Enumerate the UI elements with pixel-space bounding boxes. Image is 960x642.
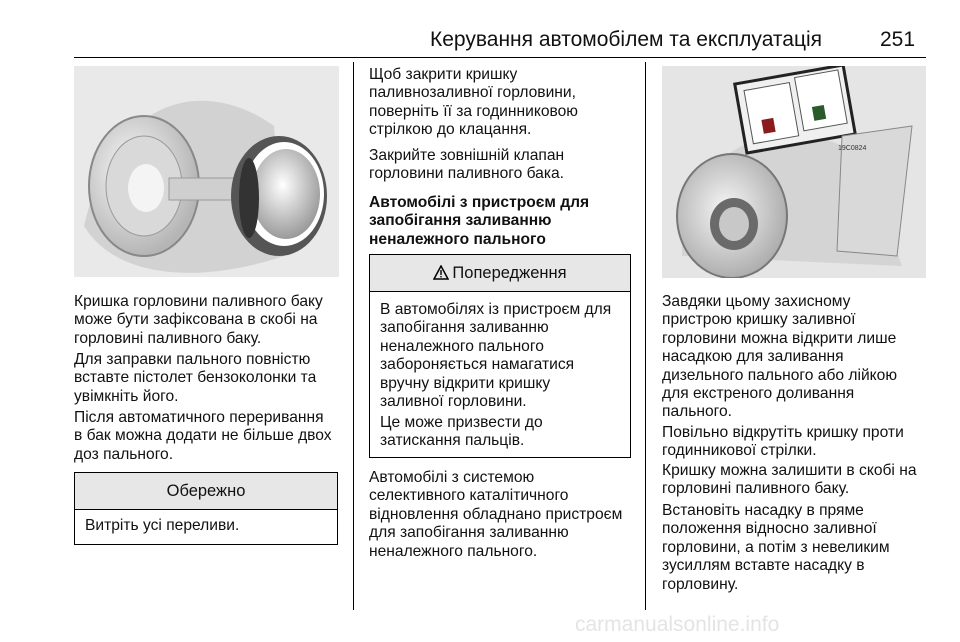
- text-line: Автомобілі з системою: [369, 469, 535, 486]
- text-line: в бак можна додати не більше двох: [74, 427, 332, 445]
- col1-paragraph-3: [74, 409, 332, 464]
- text-line: В автомобілях із пристроєм для: [380, 301, 612, 318]
- col3-paragraph-4: [662, 502, 890, 594]
- text-line: положення відносно заливної: [662, 520, 877, 538]
- text-line: горловину.: [662, 575, 739, 593]
- text-line: неналежного пального: [369, 230, 546, 248]
- warning-title: Попередження: [452, 264, 567, 282]
- col3-paragraph-3: [662, 462, 917, 499]
- fuel-cap-illustration: [74, 66, 339, 277]
- text-line: Для заправки пального повністю: [74, 351, 311, 368]
- text-line: вставте пістолет бензоколонки та: [74, 369, 317, 387]
- text-line: доз пального.: [74, 445, 174, 463]
- caution-text: Витріть усі переливи.: [85, 517, 240, 534]
- text-line: відновлення обладнано пристроєм: [369, 505, 623, 523]
- text-line: годинникової стрілки.: [662, 442, 817, 460]
- page-number: 251: [880, 28, 916, 51]
- text-line: стрілкою до клацання.: [369, 121, 532, 139]
- col1-paragraph-1: [74, 293, 323, 348]
- text-line: Кришка горловини паливного баку: [74, 293, 323, 310]
- text-line: неналежного пального: [380, 337, 544, 355]
- text-line: Це може призвести до: [380, 414, 543, 431]
- text-line: пального.: [662, 403, 732, 421]
- text-line: поверніть її за годинниковою: [369, 102, 578, 120]
- text-line: запобігання заливанню: [380, 319, 549, 337]
- caution-title: Обережно: [75, 473, 337, 510]
- col2-paragraph-1: [369, 66, 578, 140]
- text-line: селективного каталітичного: [369, 487, 569, 505]
- column-divider-2: [645, 62, 646, 610]
- text-line: забороняється намагатися: [380, 356, 575, 374]
- misfuel-device-illustration: [662, 66, 926, 278]
- text-line: увімкніть його.: [74, 387, 179, 405]
- warning-triangle-icon: [433, 257, 449, 293]
- text-line: насадкою для заливання: [662, 348, 844, 366]
- text-line: запобігання заливанню: [369, 212, 552, 230]
- watermark: carmanualsonline.info: [575, 613, 780, 636]
- text-line: горловині паливного баку.: [74, 329, 262, 347]
- warning-paragraph-2: [380, 414, 543, 451]
- text-line: для запобігання заливанню: [369, 524, 569, 542]
- text-line: горловини можна відкрити лише: [662, 329, 897, 347]
- text-line: Встановіть насадку в пряме: [662, 502, 864, 519]
- text-line: Кришку можна залишити в скобі на: [662, 462, 917, 479]
- text-line: пристрою кришку заливної: [662, 311, 856, 329]
- column-divider-1: [353, 62, 354, 610]
- text-line: може бути зафіксована в скобі на: [74, 311, 318, 329]
- text-line: Автомобілі з пристроєм для: [369, 194, 590, 211]
- text-line: Завдяки цьому захисному: [662, 293, 851, 310]
- text-line: Після автоматичного переривання: [74, 409, 324, 426]
- header-title: Керування автомобілем та експлуатація: [430, 28, 823, 51]
- text-line: горловини, а потім з невеликим: [662, 538, 890, 556]
- col2-paragraph-3: [369, 469, 622, 561]
- text-line: Закрийте зовнішній клапан: [369, 147, 565, 164]
- figure-code: 19C0824: [838, 145, 867, 152]
- text-line: для екстреного доливання: [662, 385, 855, 403]
- text-line: неналежного пального.: [369, 542, 538, 560]
- warning-paragraph-1: [380, 301, 611, 411]
- header-rule: [74, 57, 926, 58]
- text-line: горловини паливного бака.: [369, 165, 565, 183]
- text-line: вручну відкрити кришку: [380, 374, 551, 392]
- warning-header: [370, 255, 630, 292]
- caution-box: [74, 472, 338, 545]
- text-line: дизельного пального або лійкою: [662, 366, 898, 384]
- text-line: паливнозаливної горловини,: [369, 84, 576, 102]
- fuel-cap-figure: [74, 66, 339, 277]
- misfuel-device-figure: [662, 66, 926, 278]
- col1-paragraph-2: [74, 351, 316, 406]
- section-heading: [369, 194, 589, 249]
- text-line: затискання пальців.: [380, 432, 525, 450]
- col3-paragraph-1: [662, 293, 897, 422]
- col2-paragraph-2: [369, 147, 564, 184]
- text-line: зусиллям вставте насадку в: [662, 557, 865, 575]
- text-line: горловині паливного баку.: [662, 480, 850, 498]
- text-line: Щоб закрити кришку: [369, 66, 518, 83]
- warning-box: [369, 254, 631, 458]
- text-line: Повільно відкрутіть кришку проти: [662, 424, 904, 441]
- text-line: заливної горловини.: [380, 393, 527, 411]
- col3-paragraph-2: [662, 424, 904, 461]
